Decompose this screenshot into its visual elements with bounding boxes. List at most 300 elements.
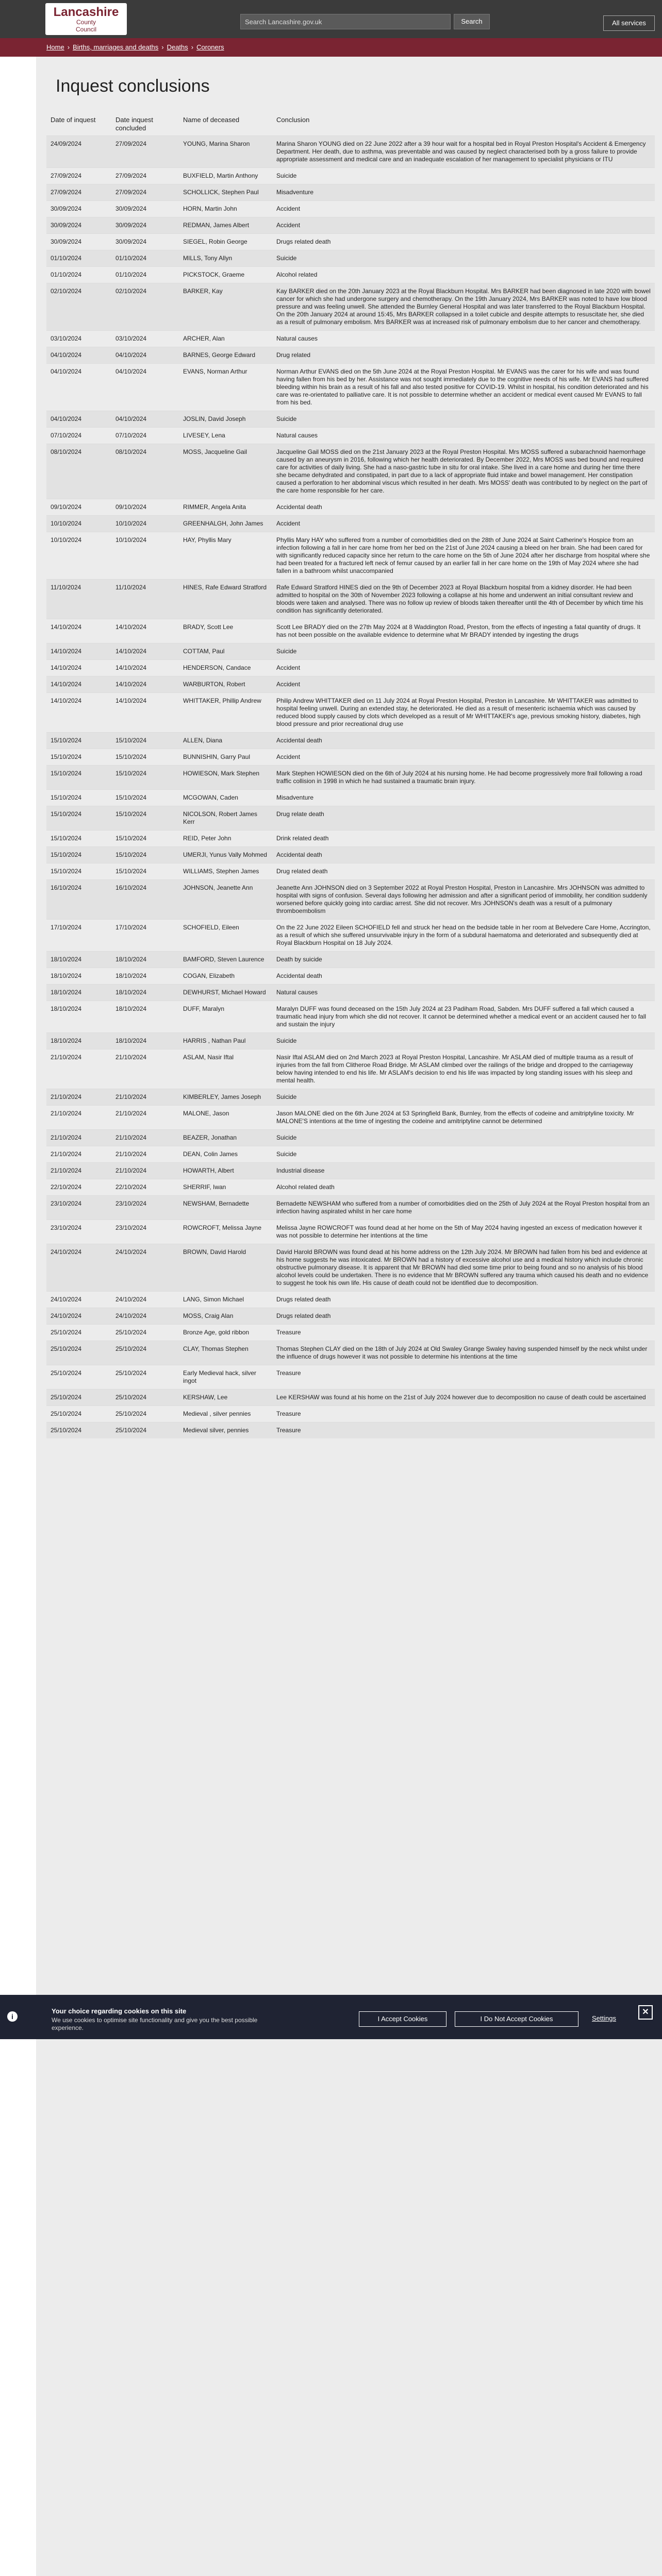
cell-name: WILLIAMS, Stephen James [179,863,272,880]
cell-date-concluded: 15/10/2024 [111,831,179,847]
cell-name: HARRIS , Nathan Paul [179,1033,272,1049]
cell-conclusion: Death by suicide [272,952,655,968]
site-header [0,0,662,38]
cell-date-of-inquest: 15/10/2024 [46,831,111,847]
cell-date-of-inquest: 15/10/2024 [46,806,111,831]
cell-date-concluded: 15/10/2024 [111,806,179,831]
table-row [46,1106,655,1130]
cell-date-concluded: 18/10/2024 [111,952,179,968]
logo-line-1: Lancashire [53,5,119,19]
cell-conclusion: Suicide [272,250,655,267]
cell-name: Early Medieval hack, silver ingot [179,1365,272,1389]
table-row [46,806,655,831]
cell-date-concluded: 27/09/2024 [111,136,179,168]
cell-conclusion: Suicide [272,1089,655,1106]
cell-name: MOSS, Craig Alan [179,1308,272,1325]
cell-conclusion: Nasir Iftal ASLAM died on 2nd March 2023 at Royal Preston Hospital, Lancashire. Mr ASLAM died of multiple trauma as a result of injuries from the fall from Clitheroe Road Bridge. Mr ASLAM climbed over the railings of the bridge and dropped to the carriageway below having intended to end his life. Mr ASLAM's decision to end his life was impacted by long standing issues with his sleep and mental health. [272,1049,655,1089]
cell-date-concluded: 17/10/2024 [111,920,179,952]
cell-date-concluded: 24/10/2024 [111,1244,179,1292]
table-row [46,1089,655,1106]
table-row [46,790,655,806]
cell-name: PICKSTOCK, Graeme [179,267,272,283]
cell-name: KIMBERLEY, James Joseph [179,1089,272,1106]
cell-name: JOSLIN, David Joseph [179,411,272,428]
cell-name: EVANS, Norman Arthur [179,364,272,411]
cell-date-of-inquest: 24/10/2024 [46,1292,111,1308]
cell-conclusion: Drug relate death [272,806,655,831]
column-header-conclusion: Conclusion [276,116,310,124]
cell-date-concluded: 14/10/2024 [111,619,179,643]
table-row [46,733,655,749]
table-row [46,347,655,364]
column-header-date-of-inquest: Date of inquest [51,116,96,124]
cookie-banner [0,1995,662,2039]
cell-date-of-inquest: 22/10/2024 [46,1179,111,1196]
cell-conclusion: Suicide [272,643,655,660]
cell-name: HINES, Rafe Edward Stratford [179,580,272,619]
cell-conclusion: Accident [272,217,655,234]
cell-date-of-inquest: 25/10/2024 [46,1325,111,1341]
cell-date-concluded: 25/10/2024 [111,1422,179,1439]
search-button[interactable]: Search [454,14,490,29]
table-row [46,499,655,516]
all-services-button[interactable]: All services [603,15,655,31]
breadcrumb-births-marriages-deaths[interactable]: Births, marriages and deaths [73,43,159,51]
table-row [46,331,655,347]
cell-conclusion: Philip Andrew WHITTAKER died on 11 July 2024 at Royal Preston Hospital, Preston in Lancashire. Mr WHITTAKER was admitted to hospital feeling unwell. During an extended stay, he deteriorated. He died as a result of mesenteric ischaemia which was caused by reduced blood supply caused by clots which developed as a result of Mr WHITTAKER's age, previous smoking history, diabetes, high blood pressure and prior recreational drug use [272,693,655,733]
cell-date-of-inquest: 15/10/2024 [46,790,111,806]
cell-date-of-inquest: 25/10/2024 [46,1422,111,1439]
cell-name: COTTAM, Paul [179,643,272,660]
cell-date-concluded: 27/09/2024 [111,168,179,184]
cell-date-concluded: 10/10/2024 [111,532,179,580]
cell-date-of-inquest: 24/10/2024 [46,1244,111,1292]
cell-date-concluded: 08/10/2024 [111,444,179,499]
cell-date-of-inquest: 11/10/2024 [46,580,111,619]
cell-date-of-inquest: 23/10/2024 [46,1196,111,1220]
table-row [46,1389,655,1406]
cell-conclusion: Alcohol related death [272,1179,655,1196]
table-row [46,532,655,580]
cell-name: BUXFIELD, Martin Anthony [179,168,272,184]
cell-date-concluded: 27/09/2024 [111,184,179,201]
table-row [46,1406,655,1422]
table-row [46,516,655,532]
cell-conclusion: Jacqueline Gail MOSS died on the 21st January 2023 at the Royal Preston Hospital. Mrs MOSS suffered a subarachnoid haemorrhage caused by an aneurysm in 2016, following which her health deteriorated. By December 2022, Mrs MOSS was bed bound and required care for activities of daily living. She had a naso-gastric tube in situ for oral intake. She lived in a care home and during her time there she became dehydrated and constipated, in part due to a lack of appropriate fluid intake and bowel management. Her constipation caused a perforation to her abdominal viscus which resulted in her death. Mrs MOSS' death was contributed to by neglect on the part of the care home responsible for her care. [272,444,655,499]
cell-name: HOWIESON, Mark Stephen [179,766,272,790]
reject-cookies-button[interactable]: I Do Not Accept Cookies [455,2011,578,2027]
cell-date-of-inquest: 08/10/2024 [46,444,111,499]
cell-name: ROWCROFT, Melissa Jayne [179,1220,272,1244]
cell-date-concluded: 25/10/2024 [111,1341,179,1365]
table-row [46,283,655,331]
cell-conclusion: Norman Arthur EVANS died on the 5th June 2024 at the Royal Preston Hospital. Mr EVANS was the carer for his wife and was found having fallen from his bed by her. Assistance was not sought immediately due to the cognitive needs of his wife. Mr EVANS had suffered bleeding within his brain as a result of his fall and also tested positive for COVID-19. Whilst in hospital, his condition deteriorated and his care was re-orientated to palliative care. It is not possible to determine whether an accident or medical event caused Mr EVANS to fall from his bed. [272,364,655,411]
cell-name: SHERRIF, Iwan [179,1179,272,1196]
cell-name: MALONE, Jason [179,1106,272,1130]
cell-conclusion: Accident [272,516,655,532]
cell-name: KERSHAW, Lee [179,1389,272,1406]
cell-name: BARKER, Kay [179,283,272,331]
cell-date-concluded: 23/10/2024 [111,1220,179,1244]
cell-name: Bronze Age, gold ribbon [179,1325,272,1341]
cell-date-concluded: 15/10/2024 [111,863,179,880]
cell-date-of-inquest: 16/10/2024 [46,880,111,920]
cell-name: BAMFORD, Steven Laurence [179,952,272,968]
cell-date-of-inquest: 18/10/2024 [46,1001,111,1033]
cell-name: HORN, Martin John [179,201,272,217]
cell-date-of-inquest: 09/10/2024 [46,499,111,516]
cell-date-concluded: 15/10/2024 [111,847,179,863]
cell-conclusion: Mark Stephen HOWIESON died on the 6th of July 2024 at his nursing home. He had become progressively more frail following a road traffic collision in 1998 in which he had sustained a traumatic brain injury. [272,766,655,790]
cell-date-of-inquest: 25/10/2024 [46,1389,111,1406]
table-row [46,364,655,411]
table-row [46,580,655,619]
table-row [46,1146,655,1163]
cell-conclusion: David Harold BROWN was found dead at his home address on the 12th July 2024. Mr BROWN had fallen from his bed and evidence at his home suggests he was intoxicated. Mr BROWN had a history of excessive alcohol use and a medical history which include chronic obstructive pulmonary disease. It is apparent that Mr BROWN had died some time prior to being found and so no analysis of his blood alcohol levels could be undertaken. There is no evidence that Mr BROWN suffered any trauma which caused his death and no evidence to suggest he took his own life. His cause of death could not be identified due to decomposition. [272,1244,655,1292]
cell-conclusion: Suicide [272,1146,655,1163]
cell-date-concluded: 25/10/2024 [111,1389,179,1406]
cell-name: BUNNISHIN, Garry Paul [179,749,272,766]
breadcrumb [0,38,662,57]
cell-conclusion: Drink related death [272,831,655,847]
cell-conclusion: Lee KERSHAW was found at his home on the 21st of July 2024 however due to decomposition no cause of death could be ascertained [272,1389,655,1406]
table-row [46,234,655,250]
cell-date-concluded: 30/09/2024 [111,234,179,250]
table-row [46,136,655,168]
cell-conclusion: Accident [272,660,655,676]
inquest-table [46,112,655,1438]
table-row [46,1163,655,1179]
cell-date-of-inquest: 04/10/2024 [46,364,111,411]
cookie-title: Your choice regarding cookies on this site [52,2007,187,2015]
cell-conclusion: Misadventure [272,790,655,806]
cell-conclusion: Melissa Jayne ROWCROFT was found dead at her home on the 5th of May 2024 having ingested an excess of medication however it was not possible to determine her intentions at the time [272,1220,655,1244]
cell-conclusion: On the 22 June 2022 Eileen SCHOFIELD fell and struck her head on the bedside table in her room at Belvedere Care Home, Accrington, as a result of which she suffered unsurvivable injury in the form of a subdural haematoma and deteriorated and subsequently died at Royal Blackburn Hospital on 18 July 2024. [272,920,655,952]
cell-date-of-inquest: 27/09/2024 [46,184,111,201]
cell-name: SCHOLLICK, Stephen Paul [179,184,272,201]
table-row [46,643,655,660]
cell-name: GREENHALGH, John James [179,516,272,532]
cell-date-concluded: 24/10/2024 [111,1292,179,1308]
cell-date-of-inquest: 07/10/2024 [46,428,111,444]
cell-date-of-inquest: 21/10/2024 [46,1146,111,1163]
info-icon: i [7,2011,18,2022]
table-row [46,968,655,985]
cell-name: COGAN, Elizabeth [179,968,272,985]
cell-conclusion: Accident [272,676,655,693]
cell-conclusion: Accidental death [272,499,655,516]
cell-conclusion: Treasure [272,1325,655,1341]
table-row [46,766,655,790]
cell-date-concluded: 30/09/2024 [111,201,179,217]
search-input[interactable]: Search Lancashire.gov.uk [240,14,451,29]
cell-name: DEWHURST, Michael Howard [179,985,272,1001]
table-row [46,1001,655,1033]
cell-conclusion: Suicide [272,1033,655,1049]
cell-conclusion: Marina Sharon YOUNG died on 22 June 2022 after a 39 hour wait for a hospital bed in Royal Preston Hospital's Accident & Emergency Department. Her death, due to asthma, was preventable and was caused by neglect characterised both by a gross failure to provide appropriate assessment and medical care and an inadequate escalation of her management to specialist physicians or ITU [272,136,655,168]
table-row [46,952,655,968]
cell-conclusion: Bernadette NEWSHAM who suffered from a number of comorbidities died on the 25th of July 2024 at the Royal Preston hospital from an infection having aspirated whilst in her care home [272,1196,655,1220]
cell-name: MILLS, Tony Allyn [179,250,272,267]
table-row [46,920,655,952]
cell-date-concluded: 30/09/2024 [111,217,179,234]
breadcrumb-separator: › [191,43,194,51]
table-row [46,168,655,184]
cell-name: JOHNSON, Jeanette Ann [179,880,272,920]
cell-name: Medieval silver, pennies [179,1422,272,1439]
table-header-row [46,112,655,136]
cell-name: REID, Peter John [179,831,272,847]
cell-conclusion: Scott Lee BRADY died on the 27th May 2024 at 8 Waddington Road, Preston, from the effects of ingesting a fatal quantity of drugs. It has not been possible on the available evidence to determine what Mr BRADY intended by ingesting the drugs [272,619,655,643]
cell-name: MOSS, Jacqueline Gail [179,444,272,499]
table-row [46,1341,655,1365]
table-row [46,1308,655,1325]
cell-date-of-inquest: 21/10/2024 [46,1049,111,1089]
cell-date-of-inquest: 21/10/2024 [46,1106,111,1130]
cell-date-concluded: 15/10/2024 [111,790,179,806]
breadcrumb-separator: › [67,43,70,51]
cell-conclusion: Thomas Stephen CLAY died on the 18th of July 2024 at Old Swaley Grange Swaley having suspended himself by the neck whilst under the influence of drugs however it was not possible to determine his intentions at the time [272,1341,655,1365]
cell-date-of-inquest: 02/10/2024 [46,283,111,331]
cell-name: MCGOWAN, Caden [179,790,272,806]
cell-date-of-inquest: 24/10/2024 [46,1308,111,1325]
cell-conclusion: Drugs related death [272,1292,655,1308]
cell-name: LANG, Simon Michael [179,1292,272,1308]
cell-conclusion: Suicide [272,411,655,428]
cell-date-concluded: 04/10/2024 [111,347,179,364]
main-content [36,57,662,2576]
close-icon[interactable]: ✕ [638,2005,653,2020]
table-row [46,1130,655,1146]
logo-line-2: County [76,19,96,26]
cell-date-concluded: 07/10/2024 [111,428,179,444]
table-row [46,985,655,1001]
cell-name: ALLEN, Diana [179,733,272,749]
cell-date-concluded: 18/10/2024 [111,968,179,985]
cell-date-concluded: 14/10/2024 [111,676,179,693]
cell-date-of-inquest: 24/09/2024 [46,136,111,168]
cell-name: REDMAN, James Albert [179,217,272,234]
cell-date-concluded: 02/10/2024 [111,283,179,331]
logo-line-3: Council [75,26,97,33]
cell-date-of-inquest: 21/10/2024 [46,1089,111,1106]
table-row [46,660,655,676]
cell-date-of-inquest: 01/10/2024 [46,267,111,283]
cell-name: HOWARTH, Albert [179,1163,272,1179]
cell-conclusion: Accidental death [272,847,655,863]
table-row [46,1196,655,1220]
table-row [46,1422,655,1439]
cell-date-concluded: 24/10/2024 [111,1308,179,1325]
cell-date-concluded: 15/10/2024 [111,766,179,790]
cell-date-of-inquest: 15/10/2024 [46,733,111,749]
council-logo[interactable] [45,3,127,35]
page-title: Inquest conclusions [56,76,210,96]
cell-date-concluded: 14/10/2024 [111,693,179,733]
table-row [46,1049,655,1089]
cell-date-of-inquest: 15/10/2024 [46,766,111,790]
cell-date-concluded: 25/10/2024 [111,1325,179,1341]
cell-name: NICOLSON, Robert James Kerr [179,806,272,831]
cell-conclusion: Kay BARKER died on the 20th January 2023 at the Royal Blackburn Hospital. Mrs BARKER had been diagnosed in late 2020 with bowel cancer for which she had undergone surgery and chemotherapy. On the 19th January 2024, Mrs BARKER was noted to have low blood pressure and was feeling unwell. She attended the Burnley General Hospital and was later transferred to the Royal Blackburn Hospital. On the 20th January 2024 at around 15:45, Mrs BARKER collapsed in a toilet cubicle and despite attempts to resuscitate her, she died as a result of pulmonary embolism. Mrs BARKER was at increased risk of pulmonary embolism due to her cancer and chemotherapy. [272,283,655,331]
cell-date-of-inquest: 25/10/2024 [46,1365,111,1389]
cell-date-concluded: 15/10/2024 [111,749,179,766]
cell-date-concluded: 15/10/2024 [111,733,179,749]
cell-date-concluded: 22/10/2024 [111,1179,179,1196]
breadcrumb-home[interactable]: Home [46,43,64,51]
cell-name: BEAZER, Jonathan [179,1130,272,1146]
cell-date-concluded: 21/10/2024 [111,1163,179,1179]
cell-conclusion: Natural causes [272,428,655,444]
cell-conclusion: Natural causes [272,985,655,1001]
cell-date-of-inquest: 23/10/2024 [46,1220,111,1244]
cell-date-concluded: 25/10/2024 [111,1406,179,1422]
cell-conclusion: Jason MALONE died on the 6th June 2024 at 53 Springfield Bank, Burnley, from the effects of codeine and amitriptyline toxicity. Mr MALONE'S intentions at the time of ingesting the codeine and amitriptyline cannot be determined [272,1106,655,1130]
cell-date-concluded: 21/10/2024 [111,1089,179,1106]
table-body [46,136,655,1439]
breadcrumb-coroners[interactable]: Coroners [196,43,224,51]
cell-conclusion: Jeanette Ann JOHNSON died on 3 September 2022 at Royal Preston Hospital, Preston in Lancashire. Mrs JOHNSON was admitted to hospital with signs of confusion. Several days following her admission and after a significant period of immobility, her condition suddenly worsened before quickly going into cardiac arrest. She did not recover. Mrs JOHNSON's death was a result of a pulmonary thromboembolism [272,880,655,920]
cell-date-of-inquest: 14/10/2024 [46,676,111,693]
cell-date-concluded: 18/10/2024 [111,1001,179,1033]
table-row [46,184,655,201]
cell-date-concluded: 21/10/2024 [111,1130,179,1146]
cell-conclusion: Maralyn DUFF was found deceased on the 15th July 2024 at 23 Padiham Road, Sabden. Mrs DUFF suffered a fall which caused a traumatic head injury from which she did not recover. It cannot be determined whether a medical event or an accident caused her to fall and sustain the injury [272,1001,655,1033]
cell-date-concluded: 01/10/2024 [111,267,179,283]
cell-name: HAY, Phyllis Mary [179,532,272,580]
cell-name: UMERJI, Yunus Vally Mohmed [179,847,272,863]
cell-date-of-inquest: 27/09/2024 [46,168,111,184]
table-row [46,1244,655,1292]
cell-name: LIVESEY, Lena [179,428,272,444]
column-header-name: Name of deceased [183,116,240,124]
cell-conclusion: Suicide [272,1130,655,1146]
cell-name: DEAN, Colin James [179,1146,272,1163]
cell-date-of-inquest: 04/10/2024 [46,347,111,364]
cell-date-concluded: 23/10/2024 [111,1196,179,1220]
breadcrumb-deaths[interactable]: Deaths [167,43,188,51]
cell-name: RIMMER, Angela Anita [179,499,272,516]
cell-conclusion: Drug related death [272,863,655,880]
cell-name: CLAY, Thomas Stephen [179,1341,272,1365]
cell-date-of-inquest: 15/10/2024 [46,847,111,863]
cell-date-concluded: 04/10/2024 [111,364,179,411]
cell-name: HENDERSON, Candace [179,660,272,676]
table-row [46,693,655,733]
cell-date-of-inquest: 10/10/2024 [46,532,111,580]
cell-date-of-inquest: 21/10/2024 [46,1130,111,1146]
table-row [46,1220,655,1244]
cell-name: ASLAM, Nasir Iftal [179,1049,272,1089]
cell-date-concluded: 03/10/2024 [111,331,179,347]
cell-date-of-inquest: 04/10/2024 [46,411,111,428]
table-row [46,250,655,267]
cell-date-concluded: 16/10/2024 [111,880,179,920]
cell-conclusion: Rafe Edward Stratford HINES died on the 9th of December 2023 at Royal Blackburn hospital from a kidney disorder. He had been admitted to hospital on the 30th of November 2023 following a collapse at his home and underwent an initial consultant review and bloods were taken and analysed. There was no follow up review of bloods taken thereafter until the 4th of December by which time his condition has significantly deteriorated. [272,580,655,619]
cell-date-of-inquest: 15/10/2024 [46,863,111,880]
cell-conclusion: Drugs related death [272,234,655,250]
cell-name: SIEGEL, Robin George [179,234,272,250]
cell-name: BROWN, David Harold [179,1244,272,1292]
cell-date-of-inquest: 18/10/2024 [46,968,111,985]
cell-date-of-inquest: 15/10/2024 [46,749,111,766]
cell-date-concluded: 21/10/2024 [111,1049,179,1089]
cell-date-of-inquest: 18/10/2024 [46,952,111,968]
cell-name: SCHOFIELD, Eileen [179,920,272,952]
cell-date-concluded: 14/10/2024 [111,643,179,660]
cell-conclusion: Natural causes [272,331,655,347]
cell-name: WHITTAKER, Phillip Andrew [179,693,272,733]
cell-date-concluded: 10/10/2024 [111,516,179,532]
cell-conclusion: Accident [272,749,655,766]
breadcrumb-separator: › [161,43,164,51]
cell-conclusion: Drug related [272,347,655,364]
table-row [46,267,655,283]
cell-date-concluded: 25/10/2024 [111,1365,179,1389]
table-row [46,201,655,217]
cell-date-of-inquest: 18/10/2024 [46,1033,111,1049]
cell-name: BARNES, George Edward [179,347,272,364]
cell-conclusion: Misadventure [272,184,655,201]
table-row [46,831,655,847]
cell-conclusion: Alcohol related [272,267,655,283]
cell-date-concluded: 18/10/2024 [111,1033,179,1049]
table-row [46,1325,655,1341]
cell-name: DUFF, Maralyn [179,1001,272,1033]
cell-conclusion: Drugs related death [272,1308,655,1325]
table-row [46,1365,655,1389]
cell-date-of-inquest: 30/09/2024 [46,217,111,234]
cell-date-concluded: 01/10/2024 [111,250,179,267]
cell-name: YOUNG, Marina Sharon [179,136,272,168]
cell-conclusion: Phyllis Mary HAY who suffered from a number of comorbidities died on the 28th of June 2024 at Saint Catherine's Hospice from an infection following a fall in her care home from her bed on the 21st of June 2024 causing a bleed on her brain. She had been cared for with significantly reduced capacity since her return to the care home on the 5th of June 2024 after her discharge from hospital where she had been treated for a fractured left neck of femur caused by an earlier fall in her care home on the 19th of May 2024 where she had fallen in a bathroom whilst unaccompanied [272,532,655,580]
cell-date-of-inquest: 14/10/2024 [46,643,111,660]
cell-date-of-inquest: 25/10/2024 [46,1341,111,1365]
table-row [46,428,655,444]
cell-conclusion: Treasure [272,1406,655,1422]
table-row [46,1033,655,1049]
cell-name: ARCHER, Alan [179,331,272,347]
cell-date-of-inquest: 30/09/2024 [46,234,111,250]
cell-name: BRADY, Scott Lee [179,619,272,643]
table-row [46,880,655,920]
table-row [46,863,655,880]
cookie-settings-link[interactable]: Settings [592,2014,616,2022]
cell-date-of-inquest: 21/10/2024 [46,1163,111,1179]
cell-date-of-inquest: 18/10/2024 [46,985,111,1001]
cell-date-of-inquest: 01/10/2024 [46,250,111,267]
cell-date-concluded: 14/10/2024 [111,660,179,676]
table-row [46,619,655,643]
accept-cookies-button[interactable]: I Accept Cookies [359,2011,446,2027]
table-row [46,1292,655,1308]
cell-name: NEWSHAM, Bernadette [179,1196,272,1220]
cell-date-concluded: 18/10/2024 [111,985,179,1001]
cell-conclusion: Treasure [272,1422,655,1439]
cell-date-of-inquest: 30/09/2024 [46,201,111,217]
column-header-date-concluded: Date inquest concluded [115,116,153,132]
cell-date-concluded: 21/10/2024 [111,1146,179,1163]
table-row [46,749,655,766]
cell-conclusion: Accidental death [272,968,655,985]
cell-conclusion: Accident [272,201,655,217]
table-row [46,676,655,693]
cookie-text: We use cookies to optimise site functionality and give you the best possible experience. [52,2016,258,2031]
table-row [46,217,655,234]
cell-date-of-inquest: 17/10/2024 [46,920,111,952]
cell-conclusion: Suicide [272,168,655,184]
table-row [46,411,655,428]
